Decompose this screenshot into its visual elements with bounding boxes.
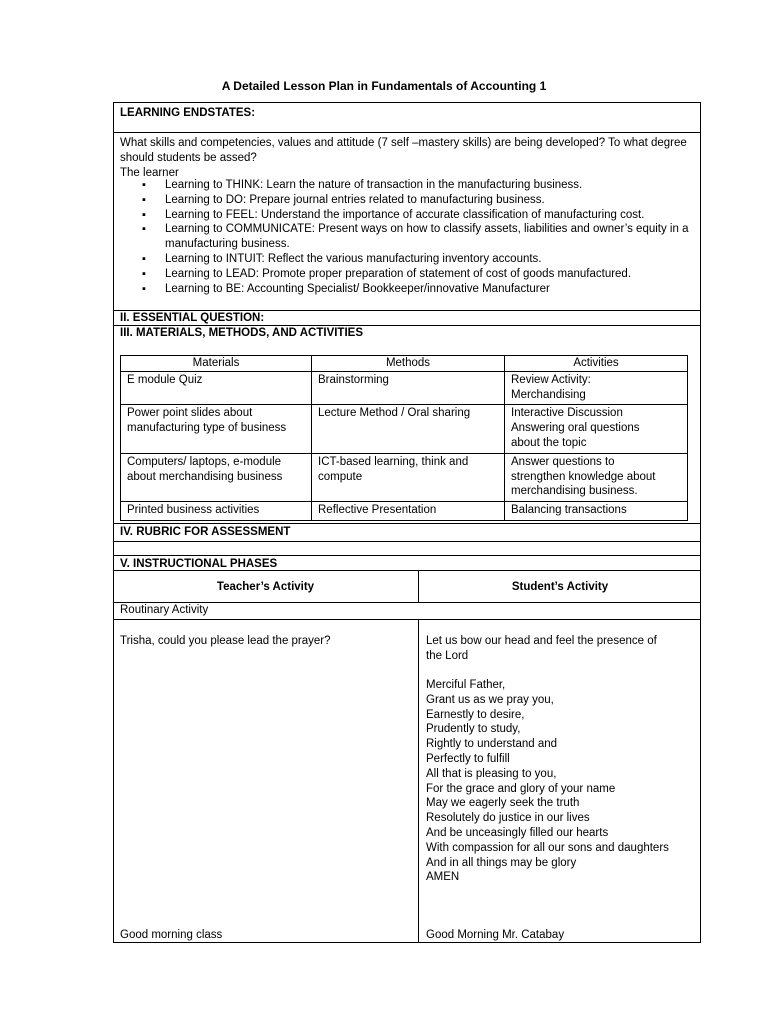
table-cell: Power point slides about manufacturing type of business bbox=[121, 405, 312, 453]
teacher-prayer-request: Trisha, could you please lead the prayer? bbox=[120, 635, 331, 647]
list-item: ▪ Learning to BE: Accounting Specialist/ Bookkeeper/innovative Manufacturer bbox=[120, 282, 695, 297]
divider bbox=[113, 541, 701, 542]
column-divider bbox=[418, 619, 419, 943]
teacher-activity-header: Teacher’s Activity bbox=[216, 581, 315, 593]
essential-question-heading: II. ESSENTIAL QUESTION: bbox=[120, 312, 265, 324]
divider bbox=[113, 523, 701, 524]
materials-heading: III. MATERIALS, METHODS, AND ACTIVITIES bbox=[120, 327, 363, 339]
prayer-text: Merciful Father, Grant us as we pray you, Earnestly to desire, Prudently to study, Rightly to understand and Perfectly to fulfill All that is pleasing to you, For the grace and glory of your name May we eagerly seek the truth Resolutely do justice in our lives And be unceasingly filled our hearts With compassion for all our sons and daughters And in all things may be glory AMEN bbox=[426, 679, 669, 884]
column-header-methods: Methods bbox=[312, 356, 505, 372]
student-greeting: Good Morning Mr. Catabay bbox=[426, 929, 565, 941]
table-row bbox=[121, 453, 688, 501]
list-item: ▪ Learning to FEEL: Understand the importance of accurate classification of manufacturing cost. bbox=[120, 208, 705, 223]
table-header-row bbox=[121, 356, 688, 372]
table-cell: Reflective Presentation bbox=[312, 502, 505, 521]
divider bbox=[113, 619, 701, 620]
document-title: A Detailed Lesson Plan in Fundamentals of Accounting 1 bbox=[221, 79, 547, 93]
table-row bbox=[121, 371, 688, 405]
table-cell: E module Quiz bbox=[121, 371, 312, 405]
materials-table bbox=[120, 355, 688, 521]
table-cell: Computers/ laptops, e-module about merchandising business bbox=[121, 453, 312, 501]
table-cell: Answer questions to strengthen knowledge about merchandising business. bbox=[505, 453, 688, 501]
student-prayer-intro: Let us bow our head and feel the presence of the Lord bbox=[426, 635, 657, 662]
table-cell: Review Activity: Merchandising bbox=[505, 371, 688, 405]
list-item: ▪ Learning to COMMUNICATE: Present ways on how to classify assets, liabilities and owner’s equity in a manufacturing business. bbox=[120, 222, 695, 252]
student-activity-header: Student’s Activity bbox=[511, 581, 609, 593]
routinary-activity-label: Routinary Activity bbox=[120, 604, 209, 616]
column-header-materials: Materials bbox=[121, 356, 312, 372]
table-cell: Brainstorming bbox=[312, 371, 505, 405]
list-item: ▪ Learning to INTUIT: Reflect the various manufacturing inventory accounts. bbox=[120, 252, 695, 267]
learning-outcomes-list bbox=[120, 178, 695, 296]
rubric-heading: IV. RUBRIC FOR ASSESSMENT bbox=[120, 526, 291, 538]
table-row bbox=[121, 502, 688, 521]
learning-endstates-heading: LEARNING ENDSTATES: bbox=[120, 107, 256, 119]
list-item: ▪ Learning to DO: Prepare journal entries related to manufacturing business. bbox=[120, 193, 695, 208]
column-header-activities: Activities bbox=[505, 356, 688, 372]
list-item: ▪ Learning to THINK: Learn the nature of transaction in the manufacturing business. bbox=[120, 178, 695, 193]
table-cell: Balancing transactions bbox=[505, 502, 688, 521]
table-row bbox=[121, 405, 688, 453]
table-cell: ICT-based learning, think and compute bbox=[312, 453, 505, 501]
divider bbox=[113, 132, 701, 133]
learning-endstates-question: What skills and competencies, values and attitude (7 self –mastery skills) are being developed? To what degree should students be assed? bbox=[120, 137, 687, 164]
divider bbox=[113, 555, 701, 556]
table-cell: Interactive Discussion Answering oral questions about the topic bbox=[505, 405, 688, 453]
instructional-phases-heading: V. INSTRUCTIONAL PHASES bbox=[120, 558, 278, 570]
table-cell: Printed business activities bbox=[121, 502, 312, 521]
learner-intro: The learner bbox=[120, 167, 179, 179]
table-cell: Lecture Method / Oral sharing bbox=[312, 405, 505, 453]
teacher-greeting: Good morning class bbox=[120, 929, 223, 941]
list-item: ▪ Learning to LEAD: Promote proper preparation of statement of cost of goods manufactured. bbox=[120, 267, 705, 282]
